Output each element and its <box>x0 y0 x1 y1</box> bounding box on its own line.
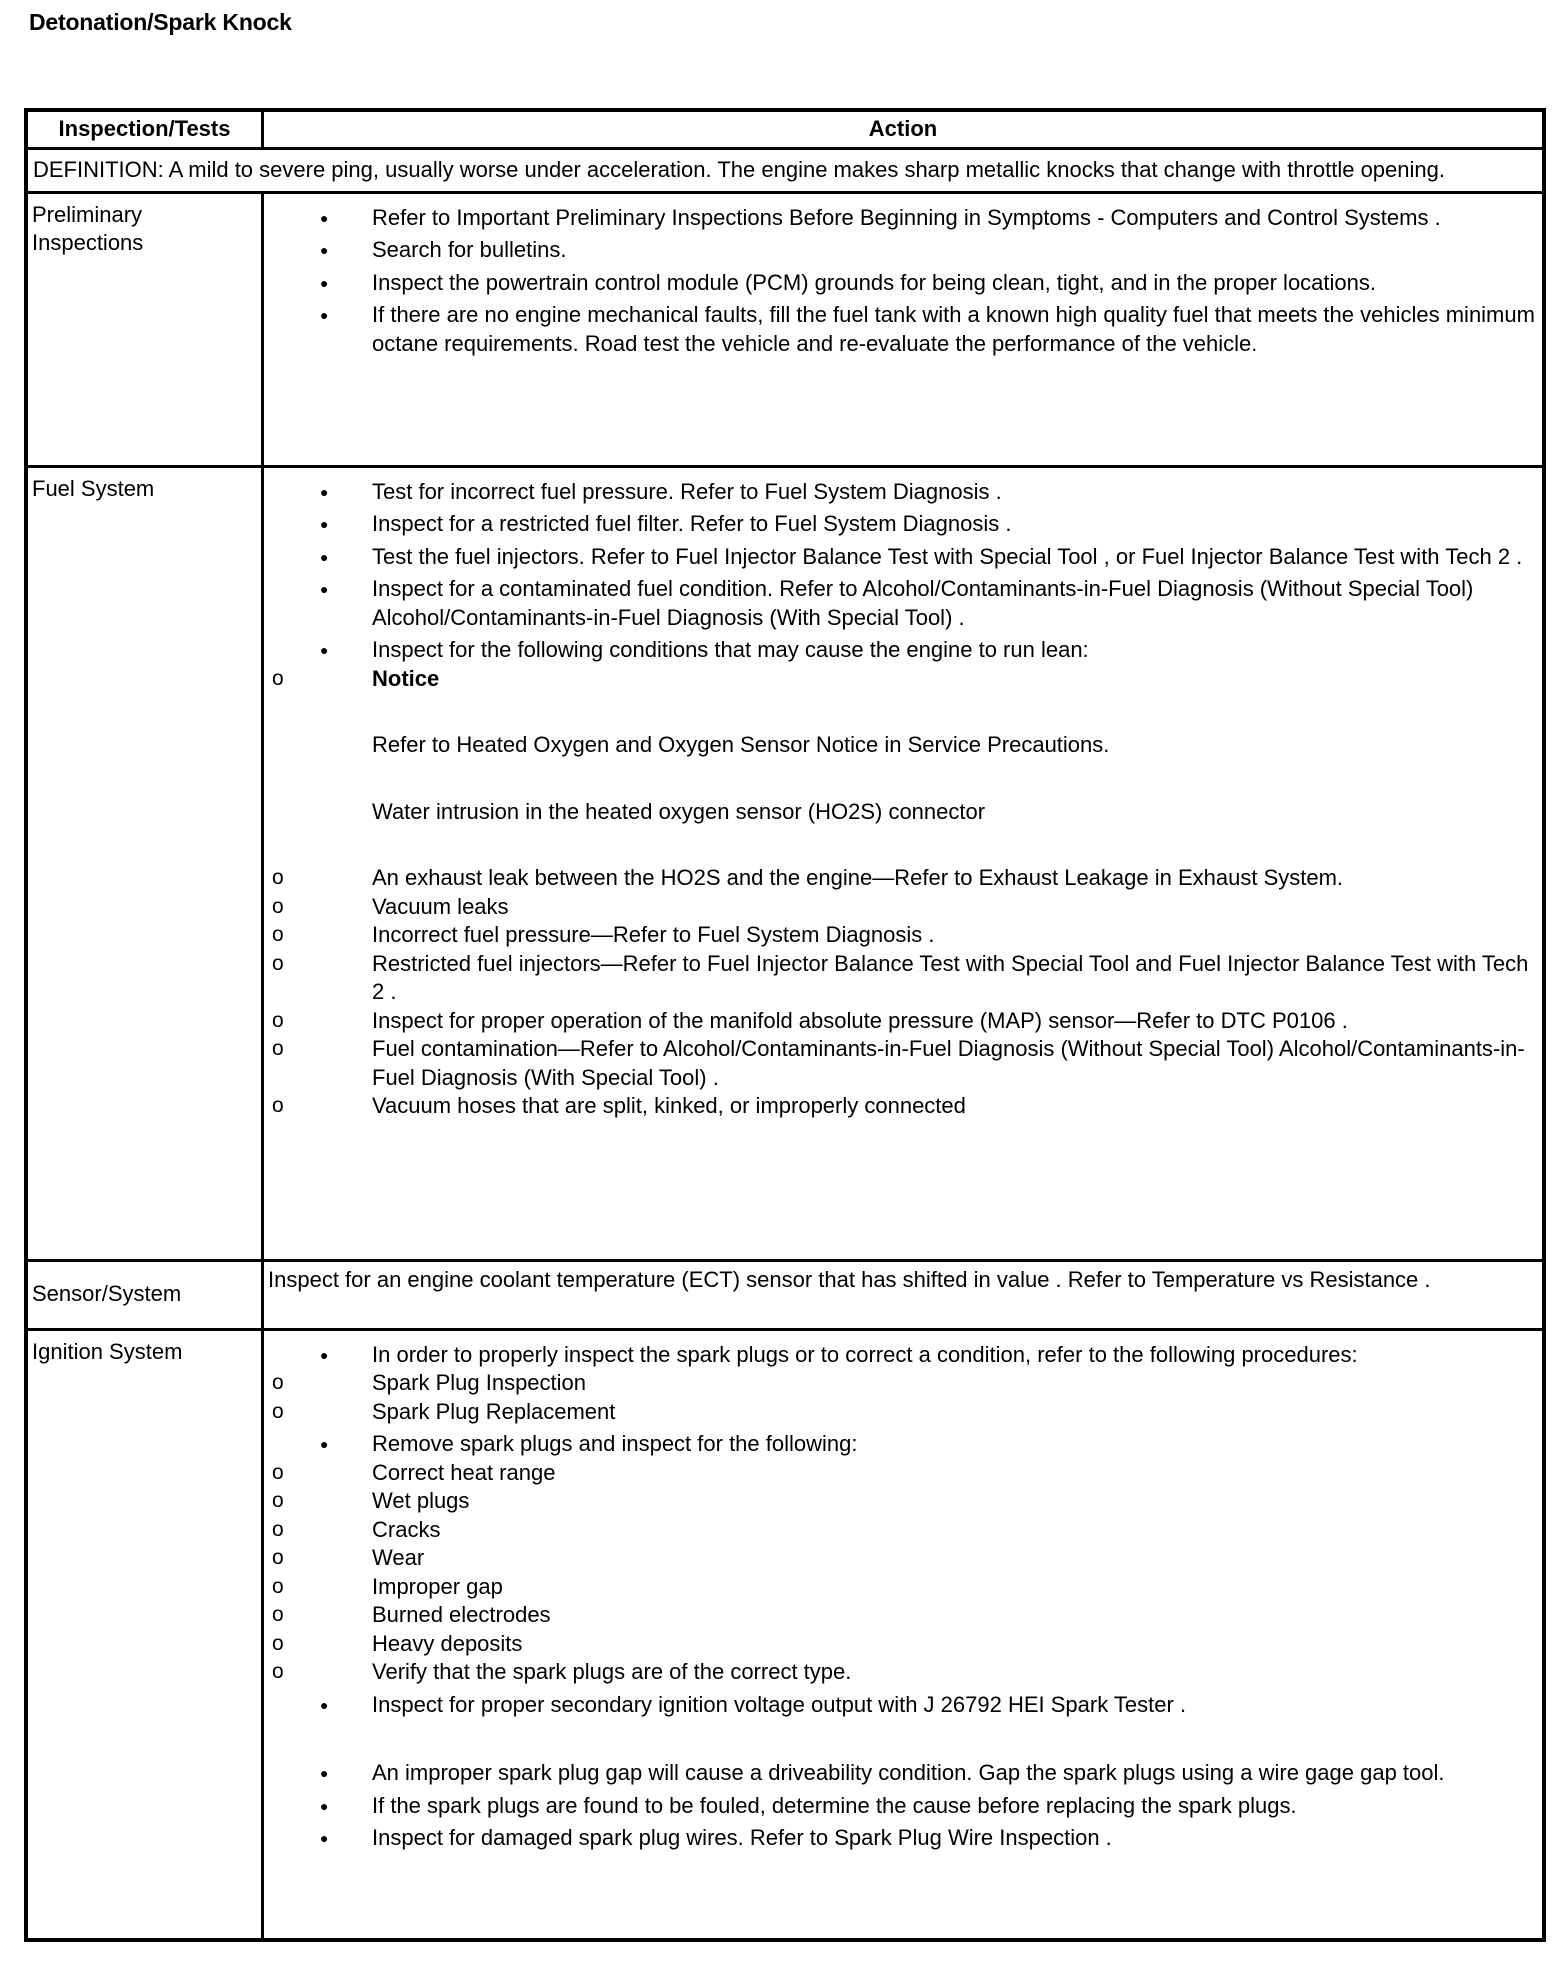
diagnosis-table <box>24 108 1546 1942</box>
list-item: ● Inspect for proper secondary ignition voltage output with J 26792 HEI Spark Tester . <box>268 1691 1538 1720</box>
table-row <box>26 1260 1544 1329</box>
list-item-text: In order to properly inspect the spark plugs or to correct a condition, refer to the following procedures: <box>372 1341 1358 1367</box>
list-item-text: Remove spark plugs and inspect for the following: <box>372 1431 858 1456</box>
page-title: Detonation/Spark Knock <box>29 9 292 35</box>
list-item: ● Test for incorrect fuel pressure. Refer to Fuel System Diagnosis . <box>268 478 1538 507</box>
row-actions-preliminary <box>263 192 1545 466</box>
sub-list-item: o Verify that the spark plugs are of the correct type. <box>272 1658 1538 1687</box>
sub-list-item: o Vacuum leaks <box>272 893 1538 922</box>
notice-item <box>272 665 1538 865</box>
table-row <box>26 192 1544 466</box>
sub-list-item: o Spark Plug Replacement <box>272 1398 1538 1427</box>
list-item-lean-conditions <box>268 636 1538 1121</box>
sub-list-item: o Inspect for proper operation of the manifold absolute pressure (MAP) sensor—Refer to DTC P0106 . <box>272 1007 1538 1036</box>
sub-list-item: o Correct heat range <box>272 1459 1538 1488</box>
list-item <box>268 1341 1538 1427</box>
table-row <box>26 1329 1544 1940</box>
header-inspection-tests: Inspection/Tests <box>26 110 263 149</box>
sub-list-item: o Cracks <box>272 1516 1538 1545</box>
list-item <box>268 1430 1538 1687</box>
row-action-sensor-system: Inspect for an engine coolant temperature (ECT) sensor that has shifted in value . Refer to Temperature vs Resistance . <box>263 1260 1545 1329</box>
sub-list-item: o Incorrect fuel pressure—Refer to Fuel System Diagnosis . <box>272 921 1538 950</box>
row-actions-fuel-system <box>263 466 1545 1260</box>
sub-list-item: o Restricted fuel injectors—Refer to Fuel Injector Balance Test with Special Tool and Fuel Injector Balance Test with Tech 2 . <box>272 950 1538 1007</box>
list-item: ● If the spark plugs are found to be fouled, determine the cause before replacing the spark plugs. <box>268 1792 1538 1821</box>
sub-list-item: o Spark Plug Inspection <box>272 1369 1538 1398</box>
sub-list-item: o Heavy deposits <box>272 1630 1538 1659</box>
list-item: ● Test the fuel injectors. Refer to Fuel Injector Balance Test with Special Tool , or Fuel Injector Balance Test with Tech 2 . <box>268 543 1538 572</box>
header-action: Action <box>263 110 1545 149</box>
row-label-ignition-system: Ignition System <box>26 1329 263 1940</box>
list-item: ● Inspect for damaged spark plug wires. Refer to Spark Plug Wire Inspection . <box>268 1824 1538 1853</box>
definition-row <box>26 149 1544 193</box>
row-actions-ignition-system <box>263 1329 1545 1940</box>
sub-list-item: o Improper gap <box>272 1573 1538 1602</box>
lean-conditions-text: Inspect for the following conditions that may cause the engine to run lean: <box>372 637 1089 662</box>
row-label-fuel-system: Fuel System <box>26 466 263 1260</box>
notice-text-2: Water intrusion in the heated oxygen sensor (HO2S) connector <box>372 798 986 824</box>
row-label-sensor-system: Sensor/System <box>26 1260 263 1329</box>
sub-list-item: o Wet plugs <box>272 1487 1538 1516</box>
sub-list-item: o Burned electrodes <box>272 1601 1538 1630</box>
sub-list-item: o An exhaust leak between the HO2S and the engine—Refer to Exhaust Leakage in Exhaust System. <box>272 864 1538 893</box>
list-item: ● Inspect for a restricted fuel filter. Refer to Fuel System Diagnosis . <box>268 510 1538 539</box>
table-header-row <box>26 110 1544 149</box>
list-item: ● Search for bulletins. <box>268 236 1538 265</box>
sub-list-item: o Vacuum hoses that are split, kinked, or improperly connected <box>272 1092 1538 1121</box>
notice-title: o Notice <box>372 665 440 691</box>
row-label-preliminary: Preliminary Inspections <box>26 192 263 466</box>
list-item: ● Refer to Important Preliminary Inspections Before Beginning in Symptoms - Computers and Control Systems . <box>268 204 1538 233</box>
list-item: ● Inspect for a contaminated fuel condition. Refer to Alcohol/Contaminants-in-Fuel Diagnosis (Without Special Tool) Alcohol/Contaminants-in-Fuel Diagnosis (With Special Tool) . <box>268 575 1538 632</box>
notice-text: Refer to Heated Oxygen and Oxygen Sensor Notice in Service Precautions. <box>372 732 1110 757</box>
sub-list-item: o Wear <box>272 1544 1538 1573</box>
list-item: ● If there are no engine mechanical faults, fill the fuel tank with a known high quality fuel that meets the vehicles minimum octane requirements. Road test the vehicle and re-evaluate the performance of the vehicle. <box>268 301 1538 358</box>
table-row <box>26 466 1544 1260</box>
list-item: ● An improper spark plug gap will cause a driveability condition. Gap the spark plugs using a wire gage gap tool. <box>268 1759 1538 1788</box>
list-item: ● Inspect the powertrain control module (PCM) grounds for being clean, tight, and in the proper locations. <box>268 269 1538 298</box>
definition-text: DEFINITION: A mild to severe ping, usually worse under acceleration. The engine makes sharp metallic knocks that change with throttle opening. <box>26 149 1544 193</box>
sub-list-item: o Fuel contamination—Refer to Alcohol/Contaminants-in-Fuel Diagnosis (Without Special Tool) Alcohol/Contaminants-in-Fuel Diagnosis (With Special Tool) . <box>272 1035 1538 1092</box>
